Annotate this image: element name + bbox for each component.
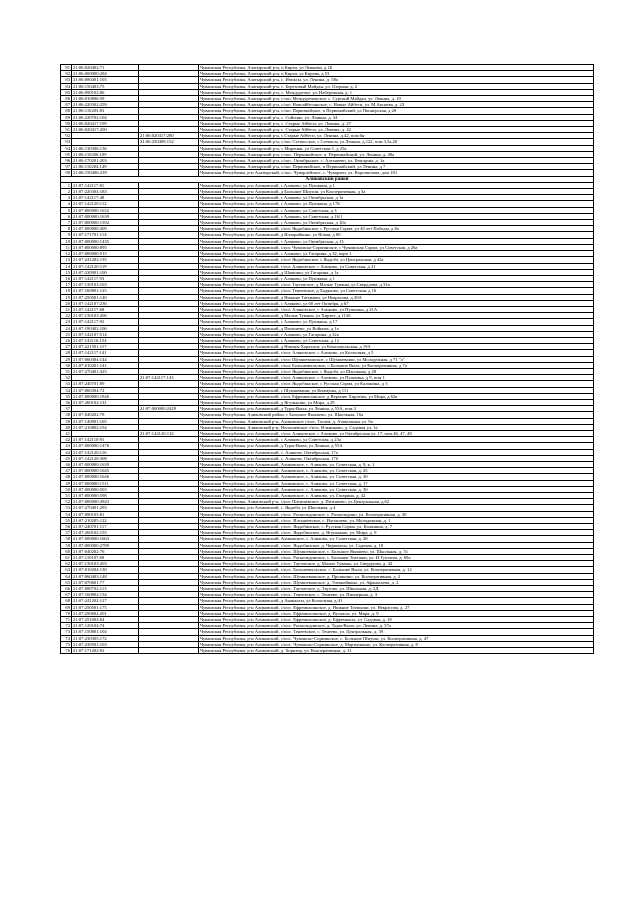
address: Чувашская Республика, Алатырский р-н, п Кирзи, ул Кирова, д 53: [199, 71, 594, 77]
row-number: 21: [61, 306, 72, 312]
row-number: 7: [61, 220, 72, 226]
document-page: [60, 64, 593, 654]
address: Чувашская Республика, Алатырский р-н, с/пос Стемасское, с.Стемасы, ул.Ленина, д.122, пом.3,3а,20: [199, 139, 594, 145]
address: Чувашская Республика, Алатырский р-н, с/пос Первомайское, п Первомайский, ул Ленина, д 7: [199, 164, 594, 170]
row-number: 87: [61, 102, 72, 108]
cadastral-number: 21:07:142110:91: [72, 437, 139, 443]
address: Чувашская Республика, р-н Аликовский, с/пос. Большевыльское, с. Большие Выла, ул. Кооперативная, д. 12: [199, 567, 594, 573]
address: Чувашская Республика, р-н Аликовский, Аликовское, с. Аликово, ул. Советская, д. 30: [199, 474, 594, 480]
address: Чувашская Республика, р-н Аликовский, с/пос. Тенеевское, с. Тенеево, ул. Центральная, д. 39: [199, 629, 594, 635]
row-number: 64: [61, 573, 72, 579]
address: Чувашская Республика, Аликовский р-н, Илгышевское с/пос, Ильинково, д. Садовая ул, 1а: [199, 424, 594, 430]
address: Чувашская Республика, р-н Аликовский, Аликовское, с. Аликово, ул. Советская, д. 25: [199, 468, 594, 474]
row-number: 82: [61, 71, 72, 77]
row-number: 9: [61, 232, 72, 238]
address: Чувашская Республика, р-н Аликовский, с/пос. Чувашско-Сорминское, д. Мартынкино, ул. Кооперативная, д. 8: [199, 641, 594, 647]
row-number: 95: [61, 151, 72, 157]
row-number: 31: [61, 368, 72, 374]
row-number: 22: [61, 313, 72, 319]
address: Чувашская Республика, р-н Аликовский, с Аликово, ул Октябрьская, д 13: [199, 238, 594, 244]
row-number: 23: [61, 319, 72, 325]
cadastral-number: 21:07:270401:325: [72, 368, 139, 374]
cadastral-number: 21:07:160802:134: [72, 592, 139, 598]
cadastral-number: 21:07:000000:2843: [72, 499, 139, 505]
address: Чувашская Республика, р-н Аликовский, с/пос. Раскильдинское, с. Раскильдино, ул. Кооперативная, д. 30: [199, 511, 594, 517]
row-number: 29: [61, 356, 72, 362]
cadastral-number: 21:07:142117:141: [72, 350, 139, 356]
cadastral-number: 21:07:130103:206: [72, 313, 139, 319]
cadastral-number: 21:07:142107:236: [72, 300, 139, 306]
cadastral-number: 21:07:260102:131: [72, 399, 139, 405]
cadastral-number: 21:07:250501:175: [72, 604, 139, 610]
row-number: 11: [61, 244, 72, 250]
address: Чувашская Республика, Аликовский р-н, с/пос Питишевское, д. Питишево, ул.Центральная, д.62: [199, 499, 594, 505]
address: Чувашская Республика, р-н Аликовский, д Шапкино, ул Гагарина, д 1а: [199, 269, 594, 275]
cadastral-number: 21:07:260102:155: [72, 530, 139, 536]
row-number: 68: [61, 598, 72, 604]
address: Чувашская Республика, р-н Аликовский, с/пос. Яндобинское, с. Русская Сорма, ул. Калинина, д. 7: [199, 524, 594, 530]
cadastral-number: 21:06:220302:259: [72, 102, 139, 108]
address: Чувашская Республика, р-н Аликовский, с. Аликово, Октябрьская, 17б: [199, 455, 594, 461]
row-number: 85: [61, 89, 72, 95]
address: Чувашская Республика, р-н Алатырский, с/пос. Чуварлейское, с. Чуварлеи, ул. Ворошилова, дом 181: [199, 170, 594, 176]
row-number: 58: [61, 536, 72, 542]
row-number: 24: [61, 325, 72, 331]
cadastral-number: 21:07:000000:1435: [72, 238, 139, 244]
address: Чувашская Республика, р-н Аликовский, с/пос Ефремкасинское, д Верхние Хирлепы, ул Мира, д 62в: [199, 393, 594, 399]
row-number: 13: [61, 257, 72, 263]
cadastral-number: 21:07:120104:74: [72, 623, 139, 629]
row-number: 34: [61, 387, 72, 393]
cadastral-number: 21:07:060403:148: [72, 573, 139, 579]
cadastral-number: 21:07:000000:1392: [72, 220, 139, 226]
cadastral-number: 21:07:040202:76: [72, 548, 139, 554]
row-number: 51: [61, 493, 72, 499]
address: Чувашская Республика, р-н Аликовский, с/пос Шумшевашское, с Шумшеваши, ул Молодежная, д 71 "а": [199, 356, 594, 362]
row-number: 81: [61, 65, 72, 71]
address: Чувашская Республика, Алатырский р-н, с/пос Новоайбесинское, с. Новые Айбеси, ул. М.Аксиева, д. 23: [199, 102, 594, 108]
address: Чувашская Республика, р-н Аликовский, д Большие Шиуши, ул Кооперативная, д 3а: [199, 189, 594, 195]
cadastral-number: 21:07:040202:78: [72, 412, 139, 418]
address: Чувашская Республика, Алатырский р-н, с. Старые Айбеси, ул. Ленина, д. 27: [199, 120, 594, 126]
row-number: 96: [61, 158, 72, 164]
address: Чувашская Республика, р-н Аликовский, с/пос. Ефремкасинское, д. Ефремкасы, ул. Садовая, д. 18: [199, 617, 594, 623]
premises-cadastral-number: [139, 648, 199, 654]
address: Чувашская Республика, р-н Аликовский, Аликовское, с. Аликово, ул. Советская, д. 9, к. 1: [199, 462, 594, 468]
row-number: 44: [61, 449, 72, 455]
row-number: 43: [61, 443, 72, 449]
address: Чувашская Республика, р-н Аликовский, д Туры-Выла, ул Ленина, д 55А: [199, 443, 594, 449]
cadastral-number: 21:07:000000:1476: [72, 443, 139, 449]
address: Чувашская Республика, р-н Аликовский, Аликовское, с. Аликово, ул. Советская, д. 28: [199, 536, 594, 542]
address: Чувашская Республика, р-н Аликовский, с/пос Аликовское, с Аликово, ул Пушкина, д 21А: [199, 306, 594, 312]
address: Чувашская Республика, р-н Аликовский, с/пос. Яндобинское, д. Ягунькино, ул. Мира, д. 9: [199, 530, 594, 536]
row-number: 88: [61, 108, 72, 114]
address: Чувашская Республика, р-н Аликовский, с Аликово, ул Пушкина, д 17: [199, 319, 594, 325]
row-number: 69: [61, 604, 72, 610]
row-number: 74: [61, 635, 72, 641]
row-number: 5: [61, 207, 72, 213]
address: Чувашская Республика, р-н Аликовский, с/пос Таутовское, д Малые Туваны, ул Свердлова, д 31а: [199, 282, 594, 288]
address: Чувашская Республика, р-н Аликовский, с Аликово, ул Советская, д 23а: [199, 437, 594, 443]
cadastral-number: 21:07:150801:104: [72, 629, 139, 635]
row-number: 2: [61, 189, 72, 195]
row-number: 19: [61, 294, 72, 300]
row-number: 91: [61, 127, 72, 133]
cadastral-number: 21:07:090105:81: [72, 511, 139, 517]
address: Чувашская Республика, Алатырский р-н, с.Старые Айбеси, ул. Ленина, д.42, пом.6н: [199, 133, 594, 139]
row-number: 75: [61, 641, 72, 647]
row-number: 98: [61, 170, 72, 176]
address: Чувашская Республика, р-н Аликовский, с Аликово, ул Октябрьская, д 10а: [199, 220, 594, 226]
address: Чувашская Республика, р-н Аликовский, с/пос Аликовское, с Аликово, ул Советская, д 31: [199, 263, 594, 269]
premises-cadastral-number: 21:06:250408:152: [139, 139, 199, 145]
row-number: 70: [61, 610, 72, 616]
address: Чувашская Республика, р-н Аликовский, с Аликово, ул Пушкина, д 1: [199, 275, 594, 281]
cadastral-number: 21:06:130306:136: [72, 145, 139, 151]
cadastral-number: 21:07:142120:116: [72, 449, 139, 455]
address: Чувашская Республика, Алатырский р-н, с/пос. Октябрьское, с. Алтышево, ул. Бекоцина, д. 1а: [199, 158, 594, 164]
premises-cadastral-number: 21:06:020417:280: [139, 133, 199, 139]
row-number: 50: [61, 486, 72, 492]
cadastral-number: 21:07:240701:117: [72, 524, 139, 530]
cadastral-number: 21:07:210205:122: [72, 517, 139, 523]
row-number: 53: [61, 505, 72, 511]
property-table: [60, 64, 594, 654]
address: Чувашская Республика, р-н Аликовский, с/пос Большевыльское, с Большие Выла, ул Кооперативная, д 7а: [199, 362, 594, 368]
row-number: 56: [61, 524, 72, 530]
address: Чувашская Республика, Алатырский р-н, с/пос Междуреченское, с. Сурский Майдан, ул. Ленина, д. 10: [199, 96, 594, 102]
row-number: 17: [61, 282, 72, 288]
row-number: 65: [61, 579, 72, 585]
address: Чувашская Республика, р-н Аликовский, с Аликово, ул 60 лет Октября, д 67: [199, 300, 594, 306]
cadastral-number: 21:07:171701:114: [72, 232, 139, 238]
row-number: 33: [61, 381, 72, 387]
cadastral-number: 21:07:010204:130: [72, 567, 139, 573]
address: Чувашская Республика, Алатырский р-н, с. Ичиксы, ул. Ленина, д. 58а: [199, 77, 594, 83]
address: Чувашская Республика, р-н Аликовский, с/пос Аликовское, с Аликово, ул Октябрьская ул, 17, пом.46, 47, 48: [199, 430, 594, 436]
address: Чувашская Республика, р-н Аликовский, с/пос. Ефремкасинское, д. Вускасы, ул. Мира, д. 9: [199, 610, 594, 616]
address: Чувашская Республика, Аликовский район, с Большое Ямашево, ул. Школьная, 16а: [199, 412, 594, 418]
cadastral-number: 21:06:220702:104: [72, 114, 139, 120]
cadastral-number: 21:07:000000:1645: [72, 468, 139, 474]
row-number: 52: [61, 499, 72, 505]
address: Чувашская Республика, р-н Аликовский, д Питишево, ул Войкова, д 1а: [199, 325, 594, 331]
address: Чувашская Республика, р-н Аликовский, д Малые Туваны, ул Хирзех, д 113б: [199, 313, 594, 319]
address: Чувашская Республика, р-н Аликовский, с/пос Чувашско-Сорминское, с Чувашская Сорма, ул Советская, д 26а: [199, 244, 594, 250]
row-number: 57: [61, 530, 72, 536]
premises-cadastral-number: 21:07:142117:143: [139, 375, 199, 381]
row-number: 62: [61, 561, 72, 567]
row-number: 94: [61, 145, 72, 151]
row-number: 38: [61, 412, 72, 418]
row-number: 36: [61, 399, 72, 405]
cadastral-number: 21:07:000000:503: [72, 486, 139, 492]
row-number: 86: [61, 96, 72, 102]
cadastral-number: 21:07:060304:144: [72, 356, 139, 362]
address: Чувашская Республика, р-н Аликовский, д Нижние Татмыши, ул Некрасова, д 20А: [199, 294, 594, 300]
cadastral-number: 21:07:010201:141: [72, 362, 139, 368]
row-number: 63: [61, 567, 72, 573]
cadastral-number: 21:07:221501:117: [72, 344, 139, 350]
cadastral-number: 21:07:251002:64: [72, 617, 139, 623]
address: Чувашская Республика, р-н Аликовский, с/пос. Таутовское, д. Таутово, ул. Школьная, д. 2Д: [199, 586, 594, 592]
table-body-alikovo: [61, 182, 594, 653]
cadastral-number: 21:07:140901:165: [72, 418, 139, 424]
row-number: 39: [61, 418, 72, 424]
address: Чувашская Республика, р-н Аликовский, с/пос. Чувашско-Сорминское, с. Большие Шиуши, ул. Кооперативная, д. 47: [199, 635, 594, 641]
cadastral-number: 21:07:000000:1639: [72, 213, 139, 219]
row-number: 27: [61, 344, 72, 350]
row-number: 61: [61, 555, 72, 561]
address: Чувашская Республика, р-н Аликовский, с/пос. Ефремкасинское, д. Нижние Татмыши, ул. Некрасова, д. 27: [199, 604, 594, 610]
row-number: 59: [61, 542, 72, 548]
row-number: 66: [61, 586, 72, 592]
address: Чувашская Республика, Алатырский р-н, с. Старые Айбеси, ул. Ленина, д. 42: [199, 127, 594, 133]
row-number: 93: [61, 139, 72, 145]
cadastral-number: 21:07:160801:125: [72, 288, 139, 294]
row-number: 45: [61, 455, 72, 461]
row-number: 97: [61, 164, 72, 170]
cadastral-number: 21:07:060304:72: [72, 387, 139, 393]
address: Чувашская Республика, р-н Аликовский, с/пос. Шумшевашское, с. Большое Ямашево, ул. Школьная, д. 51: [199, 548, 594, 554]
row-number: 6: [61, 213, 72, 219]
address: Чувашская Республика, р-н Аликовский, с Аликово, ул Советская, д 16/1: [199, 213, 594, 219]
address: Чувашская Республика, р-н Аликовский, с/пос. Раскильдинское, с. Большие Токташи, ул. И.Тукташа, д. 69а: [199, 555, 594, 561]
cadastral-number: 21:06:150406:239: [72, 170, 139, 176]
row-number: 76: [61, 648, 72, 654]
cadastral-number: 21:07:142117:81: [72, 182, 139, 188]
address: Чувашская Республика, р-н Аликовский, с/пос. Шумшевашское, д. Прошкино, ул. Кооперативная, д. 2: [199, 573, 594, 579]
cadastral-number: 21:07:000000:309: [72, 226, 139, 232]
cadastral-number: 21:06:170201:203: [72, 158, 139, 164]
row-number: 48: [61, 474, 72, 480]
address: Чувашская Республика, р-н Аликовский, с/пос Яндобинское, с Яндоба, ул Школьная, д 28: [199, 368, 594, 374]
address: Чувашская Республика, р-н Аликовский, с/пос Яндобинское, с Русская Сорма, ул Калинина, д 3: [199, 381, 594, 387]
premises-cadastral-number: 21:07:000000:2429: [139, 406, 199, 412]
row-number: 42: [61, 437, 72, 443]
cadastral-number: 21:07:000000:1846: [72, 393, 139, 399]
row-number: 4: [61, 201, 72, 207]
cadastral-number: 21:06:080401:103: [72, 77, 139, 83]
row-number: 55: [61, 517, 72, 523]
row-number: 41: [61, 430, 72, 436]
address: Чувашская Республика, р-н Аликовский, с/пос. Илгышевское, с. Илгышево, ул. Молодежная, д. 1: [199, 517, 594, 523]
row-number: 18: [61, 288, 72, 294]
row-number: 20: [61, 300, 72, 306]
cadastral-number: 21:07:142117:68: [72, 306, 139, 312]
address: Чувашская Республика, Алатырский р-н, с. Сойгино, ул. Ленина, д. 34: [199, 114, 594, 120]
address: Чувашская Республика, р-н Аликовский, д Ягунькино, ул Мира, д 29: [199, 399, 594, 405]
address: Чувашская Республика, р-н Аликовский, д Ананкасы, ул Колхозная, д.41: [199, 598, 594, 604]
cadastral-number: 21:07:000000:1632: [72, 207, 139, 213]
address: Чувашская Республика, р-н Аликовский, с Аликово, ул Пушкина, д 17Б: [199, 201, 594, 207]
row-number: 25: [61, 331, 72, 337]
cadastral-number: 21:07:241202:127: [72, 598, 139, 604]
cadastral-number: 21:07:142107:514: [72, 331, 139, 337]
cadastral-number: 21:07:080702:113: [72, 586, 139, 592]
cadastral-number: 21:06:010806:58: [72, 96, 139, 102]
cadastral-number: 21:07:230305:172: [72, 635, 139, 641]
address: Чувашская Республика, р-н Аликовский, с/пос. Шумшевашское, д. Элеккейкино, ул. Афанасьева, д. 2: [199, 579, 594, 585]
cadastral-number: 21:07:240701:89: [72, 381, 139, 387]
cadastral-number: 21:07:220304:183: [72, 189, 139, 195]
address: Чувашская Республика, р-н Аликовский, д Нишмы Хорахаси, ул Комсомольская, д 19А: [199, 344, 594, 350]
cadastral-number: 21:07:142117:92: [72, 319, 139, 325]
cadastral-number: 21:07:000000:1663: [72, 536, 139, 542]
row-number: 12: [61, 251, 72, 257]
cadastral-number: 21:07:000000:515: [72, 251, 139, 257]
cadastral-number: 21:06:000000:284: [72, 71, 139, 77]
row-number: 54: [61, 511, 72, 517]
cadastral-number: 21:07:190402:106: [72, 325, 139, 331]
address: Чувашская Республика, р-н Аликовский, с/пос Аликовское, с Аликово, ул Пушкина, д 9, пом 1: [199, 375, 594, 381]
row-number: 71: [61, 617, 72, 623]
address: Чувашская Республика, Алатырский р-н, с. Междуречье, ул. Набережная, д. 1: [199, 89, 594, 95]
cadastral-number: 21:07:000000:598: [72, 493, 139, 499]
row-number: 73: [61, 629, 72, 635]
address: Чувашская Республика, р-н Аликовский, с/пос. Тенеевское, с. Тенеево, ул. Пионерная, д. 3: [199, 592, 594, 598]
row-number: 32: [61, 375, 72, 381]
cadastral-number: 21:07:130103:203: [72, 561, 139, 567]
cadastral-number: 21:06:020402:71: [72, 65, 139, 71]
cadastral-number: 21:06:090102:86: [72, 89, 139, 95]
row-number: 92: [61, 133, 72, 139]
table-body-alatyr: [61, 65, 594, 177]
cadastral-number: 21:07:142117:93: [72, 275, 139, 281]
section-title: Аликовский район: [61, 176, 594, 182]
cadastral-number: 21:07:000000:2789: [72, 542, 139, 548]
cadastral-number: 21:06:020417:199: [72, 120, 139, 126]
address: Чувашская Республика, р-н Аликовский, с/пос. Яндобинское, д. Чиршкасы, ул. Садовая, д. 18: [199, 542, 594, 548]
row-number: 83: [61, 77, 72, 83]
cadastral-number: 21:07:142120:112: [72, 201, 139, 207]
cadastral-number: 21:06:150403:75: [72, 83, 139, 89]
row-number: 46: [61, 462, 72, 468]
address: Чувашская Республика, р-н Аликовский, с Аликово, ул Гагарина, д 32, корп 1: [199, 251, 594, 257]
address: Чувашская Республика, Аликовский р-н, Аликовское с/пос, Тогаев, д. Ачаксмалка ул. 9а: [199, 418, 594, 424]
cadastral-number: 21:07:142120:119: [72, 263, 139, 269]
cadastral-number: 21:07:000000:1646: [72, 474, 139, 480]
row-number: 1: [61, 182, 72, 188]
cadastral-number: 21:06:110204:149: [72, 164, 139, 170]
cadastral-number: 21:06:110203:83: [72, 108, 139, 114]
row-number: 30: [61, 362, 72, 368]
address: Чувашская Республика, р-н Аликовский, с Аликово, ул Советская, д 3: [199, 207, 594, 213]
cadastral-number: 21:07:000000:1639: [72, 462, 139, 468]
address: Чувашская Республика, Алатырский р-н, с. Березовый Майдан, ул. Озерная, д. 2: [199, 83, 594, 89]
cadastral-number: 21:07:142116:154: [72, 337, 139, 343]
cadastral-number: 21:07:230501:103: [72, 641, 139, 647]
address: Чувашская Республика, Алатырский р-н, с/пос Первомайское, п Первомайский, ул Пионерская, д 20: [199, 108, 594, 114]
cadastral-number: 21:07:142120:308: [72, 455, 139, 461]
address: Чувашская Республика, р-н Аликовский, с/пос. Раскильдинское, д. Туры-Выла, ул. Ленина, д. 57а: [199, 623, 594, 629]
cadastral-number: 21:06:110206:109: [72, 151, 139, 157]
cadastral-number: 21:07:142117:48: [72, 195, 139, 201]
cadastral-number: 21:07:250501:140: [72, 294, 139, 300]
address: Чувашская Республика, р-н Аликовский, д Туры-Выла, ул Ленина, д 55А, пом.3: [199, 406, 594, 412]
row-number: 16: [61, 275, 72, 281]
row-number: 89: [61, 114, 72, 120]
address: Чувашская Республика, Алатырский р-н, п Кирзи, ул Лежнева, д 1Б: [199, 65, 594, 71]
row-number: 15: [61, 269, 72, 275]
address: Чувашская Республика, р-н Аликовский, с. Аликово, Октябрьская, 17а: [199, 449, 594, 455]
address: Чувашская Республика, р-н Аликовский, с Аликово, ул Советская, д 12: [199, 337, 594, 343]
cadastral-number: 21:07:000000:895: [72, 244, 139, 250]
address: Чувашская Республика, Алатырский р-н, с Миренки, ул Советская-1, д 25а: [199, 145, 594, 151]
cadastral-number: 21:07:230901:100: [72, 269, 139, 275]
cadastral-number: 21:07:270401:293: [72, 505, 139, 511]
cadastral-number: 21:07:250602:201: [72, 610, 139, 616]
cadastral-number: 21:06:020417:200: [72, 127, 139, 133]
row-number: 90: [61, 120, 72, 126]
row-number: 8: [61, 226, 72, 232]
row-number: 72: [61, 623, 72, 629]
row-number: 28: [61, 350, 72, 356]
address: Чувашская Республика, р-н Аликовский, с/пос Яндобинское, с Яндоба, ул Центральная, д 42а: [199, 257, 594, 263]
address: Чувашская Республика, р-н Аликовский, с/пос Аликовское, с Аликово, ул Колхозная, д 5: [199, 350, 594, 356]
address: Чувашская Республика, р-н Аликовский, с Шумшеваши, ул Коммуны, д 111: [199, 387, 594, 393]
cadastral-number: 21:07:000000:1511: [72, 480, 139, 486]
address: Чувашская Республика, р-н Аликовский, с/пос Тенеевское, д Ходяково, ул Советская, д 16: [199, 288, 594, 294]
cadastral-number: 21:07:110107:69: [72, 555, 139, 561]
cadastral-number: 21:07:241202:135: [72, 257, 139, 263]
row-number: 3: [61, 195, 72, 201]
cadastral-number: 21:07:171202:92: [72, 648, 139, 654]
row-number: 14: [61, 263, 72, 269]
address: Чувашская Республика, р-н Аликовский, с/пос Яндобинское, с Русская Сорма, ул 40 лет Победы, д 8а: [199, 226, 594, 232]
row-number: 47: [61, 468, 72, 474]
cadastral-number: 21:07:070601:77: [72, 579, 139, 585]
address: Чувашская Республика, р-н Аликовский, с/пос. Таутовское, д. Малые Туваны, ул. Свердлова, д. 42: [199, 561, 594, 567]
address: Чувашская Республика, р-н Аликовский, с Аликово, ул Пушкина, д 1: [199, 182, 594, 188]
row-number: 10: [61, 238, 72, 244]
row-number: 84: [61, 83, 72, 89]
address: Чувашская Республика, р-н Аликовский, с Аликово, ул Гагарина, д 32а: [199, 331, 594, 337]
cadastral-number: 21:07:210802:154: [72, 424, 139, 430]
row-number: 37: [61, 406, 72, 412]
address: Чувашская Республика, р-н Аликовский, д. Хорнзор, ул. Кооперативная, д. 31: [199, 648, 594, 654]
row-number: 40: [61, 424, 72, 430]
address: Чувашская Республика, р-н Аликовский, Аликовское, с. Аликово, ул. Советская, д. 17: [199, 480, 594, 486]
premises-cadastral-number: 21:07:142120:132: [139, 430, 199, 436]
row-number: 67: [61, 592, 72, 598]
address: Чувашская Республика, р-н Аликовский, д Илларайкино, ул Новая, д 80: [199, 232, 594, 238]
address: Чувашская Республика, р-н Аликовский, с. Яндоба, ул Школьная, д 4: [199, 505, 594, 511]
address: Чувашская Республика, р-н Аликовский, Аликовское, с. Аликово, ул. Советская, д. 30: [199, 486, 594, 492]
row-number: 35: [61, 393, 72, 399]
row-number: 26: [61, 337, 72, 343]
address: Чувашская Республика, р-н Аликовский, с Аликово, ул Октябрьская, д 1а: [199, 195, 594, 201]
row-number: 60: [61, 548, 72, 554]
row-number: 49: [61, 480, 72, 486]
address: Чувашская Республика, р-н Аликовский, Аликовское, с. Аликово, ул. Гагарина, д. 42: [199, 493, 594, 499]
cadastral-number: 21:07:130103:163: [72, 282, 139, 288]
table-row: [61, 648, 594, 654]
address: Чувашская Республика, Алатырский р-н, с/пос. Первомайское, п. Первомайский, ул. Ленина, д. 48а: [199, 151, 594, 157]
